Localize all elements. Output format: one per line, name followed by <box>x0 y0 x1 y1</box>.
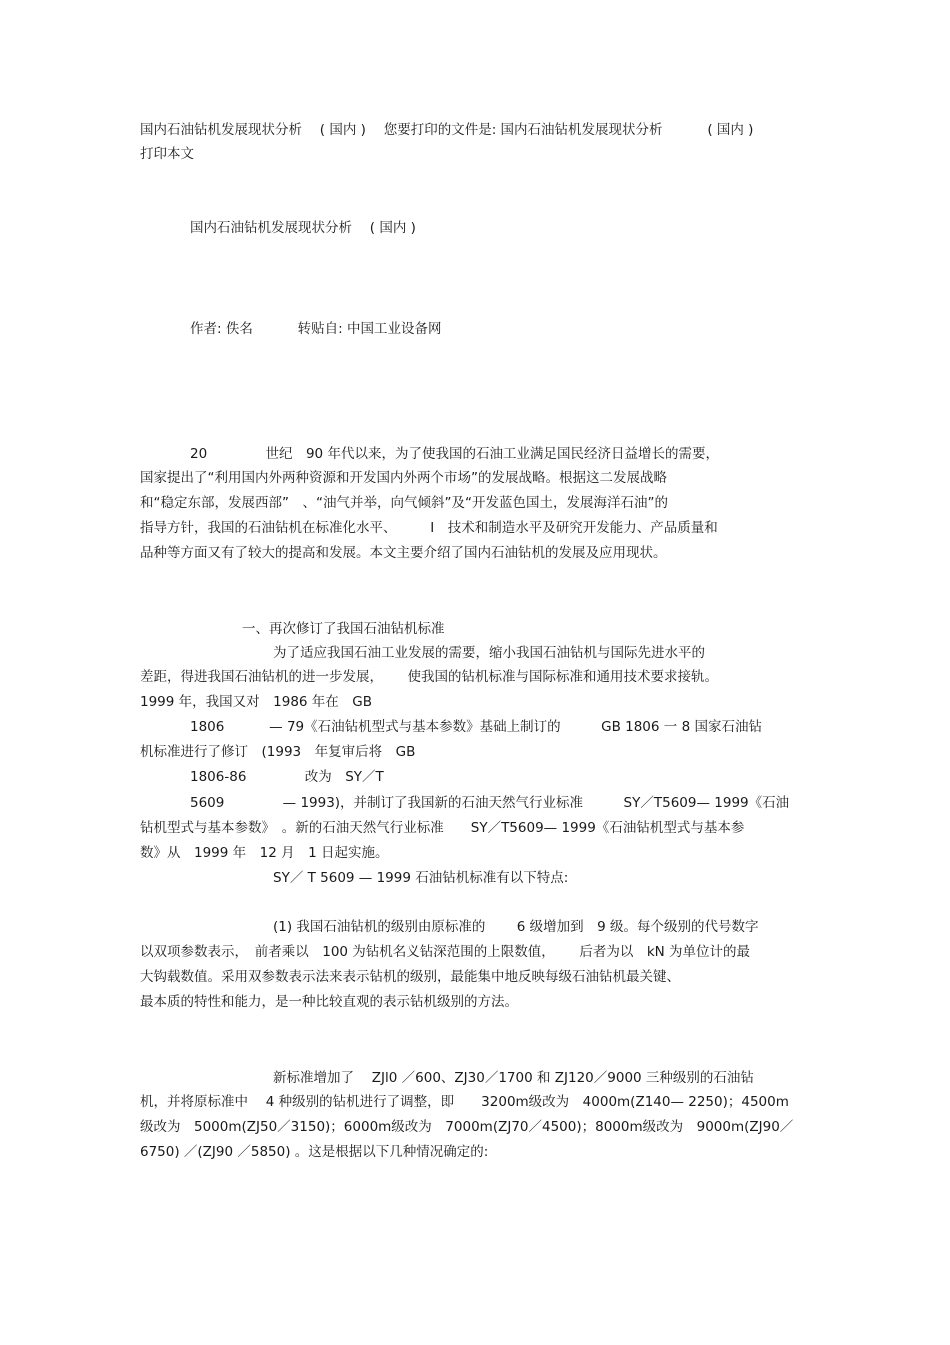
intro-line: 国家提出了“利用国内外两种资源和开发国内外两个市场”的发展战略。根据这二发展战略 <box>140 470 667 486</box>
point-line: 最本质的特性和能力，是一种比较直观的表示钻机级别的方法。 <box>140 994 518 1010</box>
print-this-article-link[interactable]: 打印本文 <box>140 146 194 162</box>
section-line: 数》从 1999 年 12 月 1 日起实施。 <box>140 845 389 861</box>
section-line: 差距，得进我国石油钻机的进一步发展， 使我国的钻机标准与国际标准和通用技术要求接轨。 <box>140 669 719 685</box>
point-line: 6750) ／(ZJ90 ／5850) 。这是根据以下几种情况确定的: <box>140 1144 489 1160</box>
point-line: 以双项参数表示， 前者乘以 100 为钻机名义钻深范围的上限数值， 后者为以 kN 为单位计的最 <box>140 944 751 960</box>
section-line: 为了适应我国石油工业发展的需要，缩小我国石油钻机与国际先进水平的 <box>273 645 705 661</box>
section-line: 5609 — 1993)，并制订了我国新的石油天然气行业标准 SY／T5609— 1999《石油 <box>190 795 790 811</box>
point-line: (1) 我国石油钻机的级别由原标准的 6 级增加到 9 级。每个级别的代号数字 <box>273 919 759 935</box>
section-line: 1999 年，我国又对 1986 年在 GB <box>140 694 373 710</box>
intro-line: 品种等方面又有了较大的提高和发展。本文主要介绍了国内石油钻机的发展及应用现状。 <box>140 545 667 561</box>
point-line: 新标准增加了 ZJl0 ／600、ZJ30／1700 和 ZJ120／9000 三种级别的石油钻 <box>273 1070 754 1086</box>
section-line: SY／ T 5609 — 1999 石油钻机标准有以下特点: <box>273 870 569 886</box>
section-heading: 一、再次修订了我国石油钻机标准 <box>242 621 445 637</box>
section-line: 1806 — 79《石油钻机型式与基本参数》基础上制订的 GB 1806 一 8 国家石油钻 <box>190 719 762 735</box>
section-line: 1806-86 改为 SY／T <box>190 769 384 785</box>
intro-line: 指导方针，我国的石油钻机在标准化水平、 I 技术和制造水平及研究开发能力、产品质量和 <box>140 520 718 536</box>
intro-line: 和“稳定东部，发展西部” 、“油气并举，向气倾斜”及“开发蓝色国土，发展海洋石油”的 <box>140 495 668 511</box>
section-line: 机标准进行了修订 (1993 年复审后将 GB <box>140 744 416 760</box>
article-byline: 作者: 佚名 转贴自: 中国工业设备网 <box>190 321 442 337</box>
point-line: 级改为 5000m(ZJ50／3150)；6000m级改为 7000m(ZJ70／4500)；8000m级改为 9000m(ZJ90／ <box>140 1119 794 1135</box>
intro-line: 20 世纪 90 年代以来，为了使我国的石油工业满足国民经济日益增长的需要， <box>190 446 719 462</box>
section-line: 钻机型式与基本参数》 。新的石油天然气行业标准 SY／T5609— 1999《石油钻机型式与基本参 <box>140 820 745 836</box>
point-line: 大钩载数值。采用双参数表示法来表示钻机的级别，最能集中地反映每级石油钻机最关键、 <box>140 969 680 985</box>
point-line: 机，并将原标准中 4 种级别的钻机进行了调整，即 3200m级改为 4000m(Z140— 2250)；4500m <box>140 1094 789 1110</box>
print-header-title: 国内石油钻机发展现状分析 ( 国内 ) 您要打印的文件是: 国内石油钻机发展现状分析 ( 国内 ) <box>140 122 754 138</box>
article-title: 国内石油钻机发展现状分析 ( 国内 ) <box>190 220 416 236</box>
